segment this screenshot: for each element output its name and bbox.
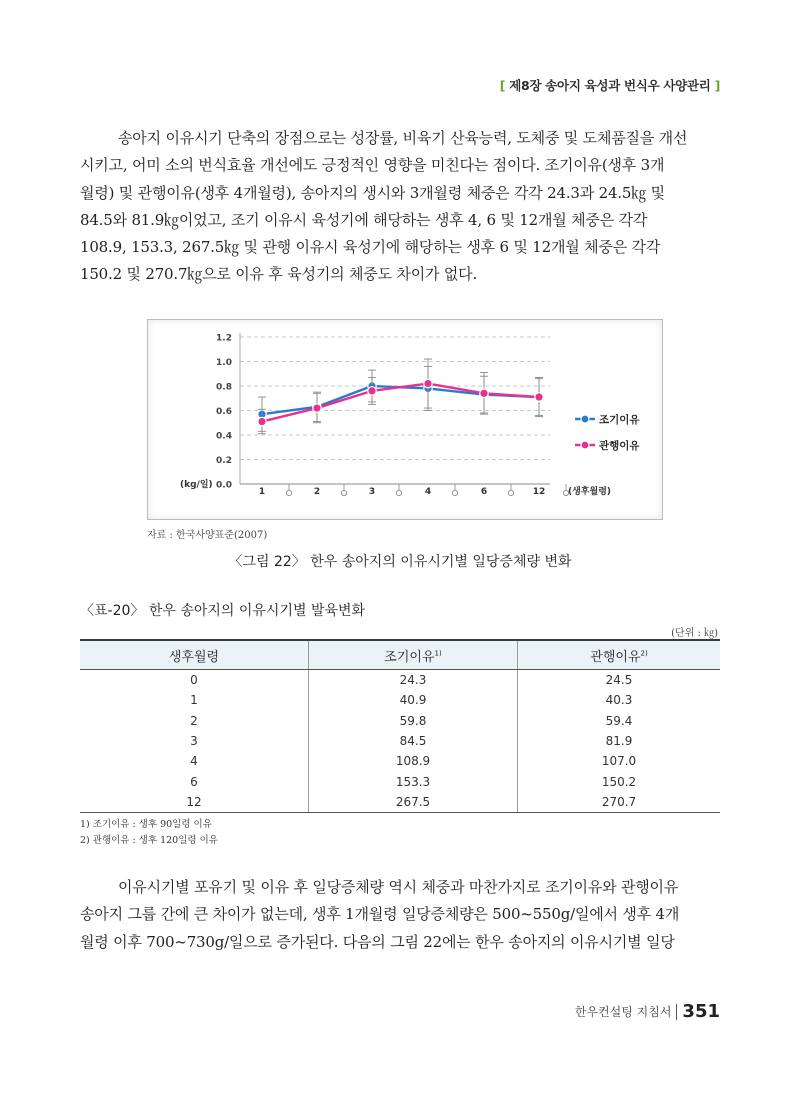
cell-early-weaning: 24.3: [309, 670, 518, 691]
paragraph-line: 150.2 및 270.7㎏으로 이유 후 육성기의 체중도 차이가 없다.: [80, 265, 478, 284]
x-tick-label: 3: [368, 487, 376, 497]
header-early-weaning: 조기이유$^{1)}$: [309, 640, 518, 670]
paragraph-line: 84.5와 81.9㎏이었고, 조기 이유시 육성기에 해당하는 생후 4, 6 및 12개월 체중은 각각: [80, 210, 648, 229]
x-tick-marker-head: [508, 490, 513, 495]
series-line: [262, 384, 539, 422]
x-tick-marker-head: [286, 490, 291, 495]
table-row: [80, 751, 720, 771]
table-row: [80, 670, 720, 691]
data-point: [368, 387, 376, 395]
paragraph-line: 월령) 및 관행이유(생후 4개월령), 송아지의 생시와 3개월령 체중은 각각 24.3과 24.5㎏ 및: [80, 183, 665, 202]
x-tick-label: 12: [532, 487, 546, 497]
header-bracket-open: [: [499, 78, 506, 93]
chapter-header: [500, 76, 720, 94]
paragraph-line: 송아지 그룹 간에 큰 차이가 없는데, 생후 1개월령 일당증체량은 500~550g/일에서 생후 4개: [80, 905, 680, 924]
paragraph-line: 108.9, 153.3, 267.5㎏ 및 관행 이유시 육성기에 해당하는 생후 6 및 12개월 체중은 각각: [80, 238, 661, 257]
page-footer: [575, 1001, 720, 1022]
book-title: 한우컨설팅 지침서: [574, 1005, 672, 1019]
cell-month: 1: [80, 690, 309, 710]
legend-label: 조기이유: [599, 414, 640, 426]
table-row: [80, 731, 720, 751]
body-paragraph-1: [80, 125, 720, 289]
cell-month: 6: [80, 771, 309, 791]
series-0: [258, 366, 543, 431]
cell-month: 12: [80, 792, 309, 813]
legend-marker: [581, 441, 589, 449]
chart-svg: [148, 320, 662, 519]
cell-early-weaning: 59.8: [309, 711, 518, 731]
table-row: [80, 711, 720, 731]
cell-early-weaning: 153.3: [309, 771, 518, 791]
y-tick-label: 0.2: [216, 456, 232, 466]
footer-divider: [676, 1004, 677, 1020]
daily-gain-chart: [147, 319, 663, 520]
cell-conventional-weaning: 24.5: [605, 673, 633, 688]
growth-table: [80, 639, 720, 813]
data-point: [480, 389, 488, 397]
footnote-1: 1) 조기이유 : 생후 90일령 이유: [80, 819, 212, 830]
paragraph-line: 월령 이후 700~730g/일으로 증가된다. 다음의 그림 22에는 한우 송아지의 이유시기별 일당: [80, 932, 675, 951]
x-tick-label: 2: [313, 487, 321, 497]
y-tick-label: 1.0: [216, 358, 232, 368]
y-tick-label: 0.0: [216, 480, 232, 491]
table-row: [80, 690, 720, 710]
legend-marker: [581, 415, 589, 423]
body-paragraph-2: [80, 874, 720, 956]
x-tick-marker-head: [452, 490, 457, 495]
series-line: [262, 386, 539, 414]
cell-conventional-weaning: 270.7: [518, 792, 721, 813]
x-tick-label: 1: [258, 487, 266, 497]
y-tick-label: 0.8: [216, 382, 232, 393]
data-point: [535, 393, 543, 401]
chapter-title: 제8장 송아지 육성과 번식우 사양관리: [509, 78, 711, 93]
chart-axes: [180, 333, 611, 497]
cell-conventional-weaning: 107.0: [601, 754, 637, 769]
paragraph-line: 송아지 이유시기 단축의 장점으로는 성장률, 비육기 산육능력, 도체중 및 도체품질을 개선: [118, 129, 688, 147]
paragraph-line: 시키고, 어미 소의 번식효율 개선에도 긍정적인 영향을 미친다는 점이다. 조기이유(생후 3개: [80, 156, 665, 175]
cell-early-weaning: 108.9: [309, 751, 518, 771]
y-axis-label: (kg/일): [180, 480, 213, 490]
cell-month: 2: [80, 711, 309, 731]
legend-label: 관행이유: [599, 440, 640, 452]
table-row: [80, 771, 720, 791]
table-row: [80, 792, 720, 813]
x-tick-marker-head: [396, 490, 401, 495]
cell-early-weaning: 267.5: [309, 792, 518, 813]
header-month: 생후월령: [80, 640, 309, 670]
header-bracket-close: ]: [714, 78, 720, 93]
x-axis-label: (생후월령): [568, 487, 612, 497]
paragraph-line: 이유시기별 포유기 및 이유 후 일당증체량 역시 체중과 마찬가지로 조기이유와 관행이유: [118, 878, 679, 896]
cell-early-weaning: 84.5: [309, 731, 518, 751]
cell-conventional-weaning: 59.4: [605, 713, 633, 728]
cell-early-weaning: 40.9: [309, 690, 518, 710]
data-point: [258, 417, 266, 425]
x-tick-label: 6: [480, 487, 488, 497]
header-conventional-weaning: 관행이유$^{2)}$: [518, 640, 721, 670]
x-tick-label: 4: [424, 487, 432, 497]
chart-series: [258, 359, 543, 434]
chart-grid: [240, 337, 550, 460]
cell-month: 3: [80, 731, 309, 751]
table-title: 〈표-20〉 한우 송아지의 이유시기별 발육변화: [80, 603, 366, 619]
figure-source: 자료 : 한국사양표준(2007): [147, 530, 268, 541]
table-header-row: [80, 640, 720, 670]
y-tick-label: 0.6: [216, 407, 232, 417]
chart-legend: [575, 413, 640, 452]
cell-conventional-weaning: 150.2: [601, 774, 637, 789]
figure-caption: 〈그림 22〉 한우 송아지의 이유시기별 일당증체량 변화: [228, 554, 572, 570]
page-number: 351: [682, 1001, 720, 1022]
table-body: [80, 670, 720, 813]
cell-month: 4: [80, 751, 309, 771]
data-point: [424, 379, 432, 387]
cell-month: 0: [80, 670, 309, 691]
footnote-2: 2) 관행이유 : 생후 120일령 이유: [80, 835, 218, 846]
y-tick-label: 0.4: [216, 431, 232, 442]
data-point: [313, 404, 321, 412]
x-tick-marker-head: [341, 490, 346, 495]
cell-conventional-weaning: 81.9: [605, 734, 633, 749]
cell-conventional-weaning: 40.3: [605, 693, 633, 708]
y-tick-label: 1.2: [216, 333, 232, 344]
table-unit: (단위 : ㎏): [671, 628, 718, 639]
